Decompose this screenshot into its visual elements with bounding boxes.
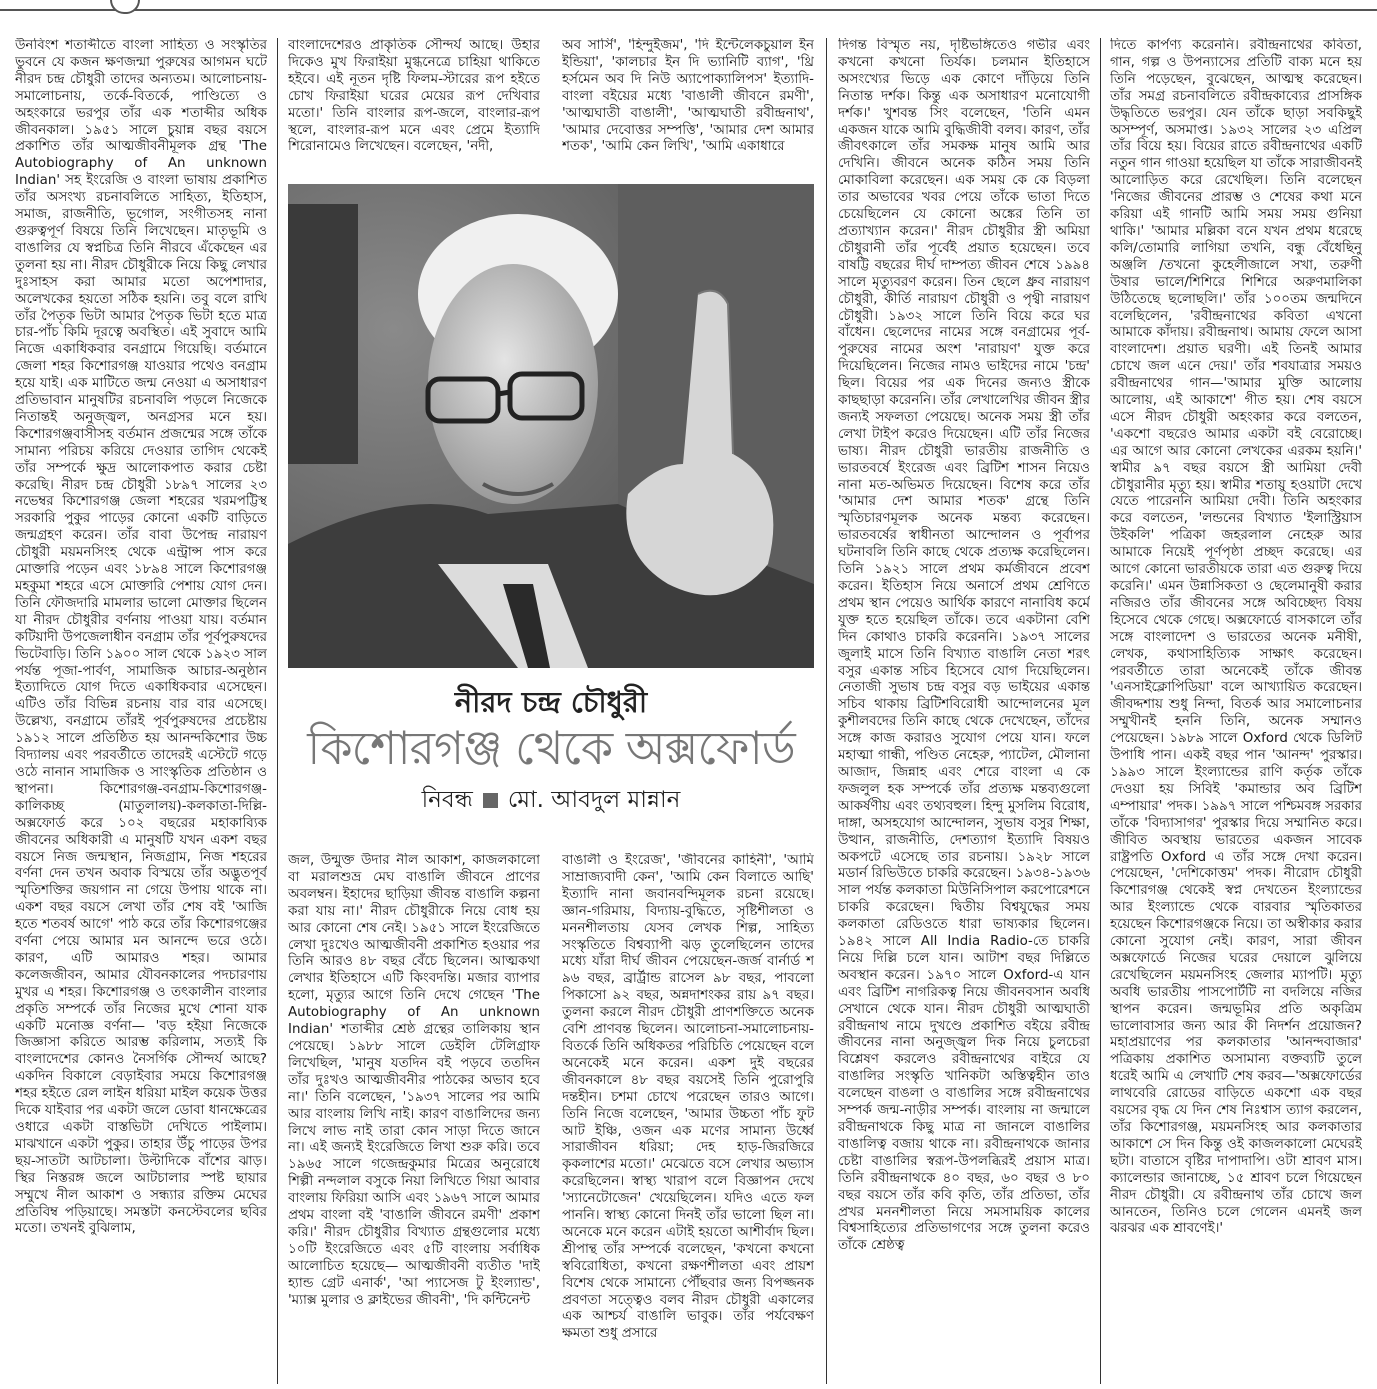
headline-title: কিশোরগঞ্জ থেকে অক্সফোর্ড [307, 721, 795, 775]
column-divider [1100, 38, 1101, 1384]
top-rule [0, 9, 1377, 11]
article-headline [288, 684, 814, 818]
byline-section: নিবন্ধ [421, 787, 473, 813]
article-column-3-top: অব সার্সি', 'হিন্দুইজম', 'দি ইন্টেলেকচুয়াল ইন ইন্ডিয়া', 'কালচার ইন দি ভ্যানিটি ব্যাগ', 'থ্রি হর্সমেন অব দি নিউ অ্যাপোক্যালিপস' ইত্যাদি-বাংলা বইয়ের মধ্যে 'বাঙালী জীবনে রমণী', 'আত্মঘাতী বাঙালী', 'আত্মঘাতী রবীন্দ্রনাথ', 'আমার দেবোত্তর সম্পত্তি', 'আমার দেশ আমার শতক', 'আমি কেন লিখি', 'আমি একাধারে [562, 38, 814, 155]
article-column-4: দিগন্ত বিস্মৃত নয়, দৃষ্টিভঙ্গিতেও গভীর এবং কখনো কখনো তির্যক। চলমান ইতিহাসে অসংখ্যের ভিড়ে এক কোণে দাঁড়িয়ে তিনি নিতান্ত দর্শক। কিন্তু এক অসাধারণ মনোযোগী দর্শক।' খুশবন্ত সিং বলেছেন, 'তিনি এমন একজন যাকে আমি বুদ্ধিজীবী বলব। কারণ, তাঁর জীবৎকালে তাঁর সমকক্ষ মানুষ আমি আর দেখিনি। জীবনে অনেক কঠিন সময় তিনি মোকাবিলা করেছেন। এক সময় কে কে বিড়লা তার অভাবের খবর পেয়ে তাঁকে ভাতা দিতে চেয়েছিলেন যে কোনো অঙ্কের তিনি তা প্রত্যাখ্যান করেন।' নীরদ চৌধুরীর স্ত্রী অমিয়া চৌধুরানী তাঁর পূর্বেই প্রয়াত হয়েছেন। তবে বাষট্টি বছরের দীর্ঘ দাম্পত্য জীবন শেষে ১৯৯৪ সালে মৃত্যুবরণ করেন। তিন ছেলে ধ্রুব নারায়ণ চৌধুরী, কীর্তি নারায়ণ চৌধুরী ও পৃথ্বী নারায়ণ চৌধুরী। ১৯৩২ সালে তিনি বিয়ে করে ঘর বাঁধেন। ছেলেদের নামের সঙ্গে বনগ্রামের পূর্ব-পুরুষের নামের অংশ 'নারায়ণ' যুক্ত করে দিয়েছিলেন। নিজের নামও ভাইদের নামে 'চন্দ্র' ছিল। বিয়ের পর এক দিনের জন্যও স্ত্রীকে কাছছাড়া করেননি। তাঁর লেখালেখির জীবন স্ত্রীর জন্যই সফলতা পেয়েছে। অনেক সময় স্ত্রী তাঁর লেখা টাইপ করেও দিয়েছেন। এটি তাঁর নিজের ভাষ্য। নীরদ চৌধুরী ভারতীয় রাজনীতি ও ভারতবর্ষে ইংরেজ এবং ব্রিটিশ শাসন নিয়েও নানা মত-অভিমত দিয়েছেন। বিশেষ করে তাঁর 'আমার দেশ আমার শতক' গ্রন্থে তিনি স্মৃতিচারণমূলক অনেক মন্তব্য করেছেন। ভারতবর্ষের স্বাধীনতা আন্দোলন ও পূর্বাপর ঘটনাবলি তিনি কাছে থেকে প্রত্যক্ষ করেছিলেন। তিনি ১৯২১ সালে প্রথম কর্মজীবনে প্রবেশ করেন। ইতিহাস নিয়ে অনার্সে প্রথম শ্রেণিতে প্রথম স্থান পেয়েও আর্থিক কারণে নানাবিধ কর্মে যুক্ত হতে হয়েছিল তাঁকে। তবে একটানা বেশি দিন কোথাও চাকরি করেননি। ১৯৩৭ সালের জুলাই মাসে তিনি বিখ্যাত বাঙালি নেতা শরৎ বসুর একান্ত সচিব হিসেবে যোগ দিয়েছিলেন। নেতাজী সুভাষ চন্দ্র বসুর বড় ভাইয়ের একান্ত সচিব থাকায় ব্রিটিশবিরোধী আন্দোলনের মূল কুশীলবদের তিনি কাছে থেকে দেখেছেন, তাঁদের সঙ্গে কাজ করারও সুযোগ পেয়ে যান। ফলে মহাত্মা গান্ধী, পণ্ডিত নেহেরু, প্যাটেল, মৌলানা আজাদ, জিন্নাহ এবং শেরে বাংলা এ কে ফজলুল হক সম্পর্কে তাঁর প্রত্যক্ষ মন্তব্যগুলো আকর্ষণীয় এবং তথ্যবহুল। হিন্দু মুসলিম বিরোধ, দাঙ্গা, অসহযোগ আন্দোলন, সুভাষ বসুর শিক্ষা, উত্থান, রাজনীতি, দেশত্যাগ ইত্যাদি বিষয়ও অকপটে এসেছে তার রচনায়। ১৯২৮ সালে মডার্ন রিভিউতে চাকরি করেছেন। ১৯৩৪-১৯৩৬ সাল পর্যন্ত কলকাতা মিউনিসিপাল করপোরেশনে চাকরি করেছেন। দ্বিতীয় বিশ্বযুদ্ধের সময় কলকাতা রেডিওতে ধারা ভাষ্যকার ছিলেন। ১৯৪২ সালে All India Radio-তে চাকরি নিয়ে দিল্লি চলে যান। আটাশ বছর দিল্লিতে অবস্থান করেন। ১৯৭০ সালে Oxford-এ যান এবং ব্রিটিশ নাগরিকত্ব নিয়ে জীবনবসান অবধি সেখানে থেকে যান। নীরদ চৌধুরী আত্মঘাতী রবীন্দ্রনাথ নামে দুখণ্ডে প্রকাশিত বইয়ে রবীন্দ্র জীবনের নানা অনুজ্জ্বল দিক নিয়ে চুলচেরা বিশ্লেষণ করলেও রবীন্দ্রনাথের বাইরে যে বাঙালির সংস্কৃতি খানিকটা অস্তিত্বহীন তাও বলেছেন বাঙলা ও বাঙালির সঙ্গে রবীন্দ্রনাথের সম্পর্ক জন্ম-নাড়ীর সম্পর্ক। বাংলায় না জন্মালে রবীন্দ্রনাথকে কিছু মাত্র না জানলে বাঙালির বাঙালিত্ব বজায় থাকে না। রবীন্দ্রনাথকে জানার চেষ্টা বাঙালির স্বরূপ-উপলব্ধিরই প্রয়াস মাত্র। তিনি রবীন্দ্রনাথকে ৪০ বছর, ৬০ বছর ও ৮০ বছর বয়সে তাঁর কবি কৃতি, তাঁর প্রতিভা, তাঁর প্রখর মননশীলতা নিয়ে সমসাময়িক কালের বিশ্বসাহিত্যের প্রতিভাগণের সঙ্গে তুলনা করেও তাঁকে শ্রেষ্ঠত্ব [838, 38, 1090, 1254]
column-divider [277, 38, 278, 1384]
headline-subject-name: নীরদ চন্দ্র চৌধুরী [454, 685, 648, 719]
byline-author: মো. আবদুল মান্নান [507, 787, 681, 813]
square-bullet-icon [483, 793, 498, 808]
portrait-photo-image [288, 184, 814, 668]
portrait-photo [288, 184, 814, 668]
article-column-2-top: বাংলাদেশেরও প্রাকৃতিক সৌন্দর্য আছে। উহার দিকেও মুখ ফিরাইয়া মুগ্ধনেত্রে চাহিয়া থাকিতে হইবে। এই নূতন দৃষ্টি ফিলম-স্টারের রূপ হইতে চোখ ফিরাইয়া ঘরের মেয়ের রূপ দেখিবার মতো।' তিনি বাংলার রূপ-জলে, বাংলার-রূপ স্থলে, বাংলার-রূপ মনে এবং প্রেমে ইত্যাদি শিরোনামেও লিখেছেন। বলেছেন, 'নদী, [288, 38, 540, 155]
article-column-1: উনবিংশ শতাব্দীতে বাংলা সাহিত্য ও সংস্কৃতির ভুবনে যে কজন ক্ষণজন্মা পুরুষের আগমন ঘটে নীরদ চন্দ্র চৌধুরী তাদের অন্যতম। আলোচনায়-সমালোচনায়, তর্কে-বিতর্কে, পাণ্ডিত্যে ও অহংকারে ভরপুর তাঁর এক শতাব্দীর অধিক জীবনকাল। ১৯৫১ সালে চুয়ান্ন বছর বয়সে প্রকাশিত তাঁর আত্মজীবনীমূলক গ্রন্থ 'The Autobiography of An unknown Indian' সহ ইংরেজি ও বাংলা ভাষায় প্রকাশিত তাঁর অসংখ্য রচনাবলিতে সাহিত্য, ইতিহাস, সমাজ, রাজনীতি, ভূগোল, সংগীতসহ নানা গুরুত্বপূর্ণ বিষয়ে তিনি লিখেছেন। মাতৃভূমি ও বাঙালির যে স্বপ্নচিত্র তিনি নীরবে এঁকেছেন এর তুলনা হয় না। নীরদ চৌধুরীকে নিয়ে কিছু লেখার দুঃসাহস করা আমার মতো অপেশাদার, অলেখকের হয়তো সঠিক হয়নি। তবু বলে রাখি তাঁর পৈতৃক ভিটা আমার পৈতৃক ভিটা হতে মাত্র চার-পাঁচ কিমি দূরত্বে অবস্থিত। এই সুবাদে আমি নিজে একাধিকবার বনগ্রামে গিয়েছি। বর্তমানে জেলা শহর কিশোরগঞ্জ যাওয়ার পথেও বনগ্রাম হয়ে যাই। এক মাটিতে জন্ম নেওয়া এ অসাধারণ প্রতিভাবান মানুষটির রচনাবলি পড়লে নিজেকে নিতান্তই অনুজ্জ্বল, অনগ্রসর মনে হয়। কিশোরগঞ্জবাসীসহ বর্তমান প্রজন্মের সঙ্গে তাঁকে সামান্য পরিচয় করিয়ে দেওয়ার তাগিদ থেকেই তাঁর সম্পর্কে ক্ষুদ্র আলোকপাত করার চেষ্টা করেছি। নীরদ চন্দ্র চৌধুরী ১৮৯৭ সালের ২৩ নভেম্বর কিশোরগঞ্জ জেলা শহরের খরমপট্টিস্থ সরকারি পুকুর পাড়ের কোনো একটি বাড়িতে জন্মগ্রহণ করেন। তাঁর বাবা উপেন্দ্র নারায়ণ চৌধুরী ময়মনসিংহ থেকে এন্ট্রান্স পাস করে মোক্তারি পড়েন এবং ১৮৯৪ সালে কিশোরগঞ্জ মহকুমা শহরে এসে মোক্তারি পেশায় যোগ দেন। তিনি ফৌজদারি মামলার ভালো মোক্তার ছিলেন যা নীরদ চৌধুরীর বর্ণনায় পাওয়া যায়। বর্তমান কটিয়াদী উপজেলাধীন বনগ্রাম তাঁর পূর্বপুরুষদের ভিটেবাড়ি। তিনি ১৯০০ সাল থেকে ১৯২৩ সাল পর্যন্ত পূজা-পার্বণ, সামাজিক আচার-অনুষ্ঠান ইত্যাদিতে যোগ দিতে একাধিকবার এসেছেন। এটিও তাঁর বিভিন্ন রচনায় বার বার এসেছে। উল্লেখ্য, বনগ্রামে তাঁরই পূর্বপুরুষদের প্রচেষ্টায় ১৯১২ সালে প্রতিষ্ঠিত হয় আনন্দকিশোর উচ্চ বিদ্যালয় এবং পরবর্তীতে তাদেরই এস্টেটে গড়ে ওঠে নানান সামাজিক ও সাংস্কৃতিক প্রতিষ্ঠান ও স্থাপনা। কিশোরগঞ্জ-বনগ্রাম-কিশোরগঞ্জ-কালিকচ্ছ (মাতুলালয়)-কলকাতা-দিল্লি-অক্সফোর্ড করে ১০২ বছরের মহাকাব্যিক জীবনের অধিকারী এ মানুষটি যখন একশ বছর বয়সে নিজ জন্মস্থান, নিজগ্রাম, নিজ শহরের বর্ণনা দেন তখন অবাক বিস্ময়ে তাঁর অদ্ভুতপূর্ব স্মৃতিশক্তির জয়গান না গেয়ে উপায় থাকে না। একশ বছর বয়সে লেখা তাঁর শেষ বই 'আজি হতে শতবর্ষ আগে' পাঠ করে তাঁর কিশোরগঞ্জের বর্ণনা পেয়ে আমার মন আনন্দে ভরে ওঠে। কারণ, এটি আমারও শহর। আমার কলেজজীবন, আমার যৌবনকালের পদচারণায় মুখর এ শহর। কিশোরগঞ্জ ও তৎকালীন বাংলার প্রকৃতি সম্পর্কে তাঁর নিজের মুখে শোনা যাক একটি মনোজ্ঞ বর্ণনা— 'বড় হইয়া নিজেকে জিজ্ঞাসা করিতে আরম্ভ করিলাম, সত্যই কি বাংলাদেশের কোনও নৈসর্গিক সৌন্দর্য আছে? একদিন বিকালে বেড়াইবার সময়ে কিশোরগঞ্জ শহর হইতে রেল লাইন ধরিয়া মাইল কয়েক উত্তর দিকে যাইবার পর একটা জলে ডোবা ধানক্ষেত্রের ওধারে একটা বাস্তভিটা দেখিতে পাইলাম। মাঝখানে একটা পুকুর। তাহার উঁচু পাড়ের উপর ছয়-সাতটা আটচালা। উল্টাদিকে বাঁশের ঝাড়। স্থির নিস্তরঙ্গ জলে আটচালার স্পষ্ট ছায়ার সম্মুখে নীল আকাশ ও সন্ধ্যার রক্তিম মেঘের প্রতিবিম্ব পড়িয়াছে। সমস্তটা কনস্টেবলের ছবির মতো। তখনই বুঝিলাম, [15, 38, 267, 1237]
article-column-3-bottom: বাঙালী ও ইংরেজ', 'জীবনের কাহিনী', 'আমি সাম্রাজ্যবাদী কেন', 'আমি কেন বিলাতে আছি' ইত্যাদি নানা জবানবন্দিমূলক রচনা রয়েছে। জ্ঞান-গরিমায়, বিদ্যায়-বুদ্ধিতে, সৃষ্টিশীলতা ও মননশীলতায় যেসব লেখক শিল্প, সাহিত্য সংস্কৃতিতে বিশ্বব্যাপী ঝড় তুলেছিলেন তাদের মধ্যে যাঁরা দীর্ঘ জীবন পেয়েছেন-জর্জ বার্নার্ড শ ৯৬ বছর, ব্রার্ট্রান্ড রাসেল ৯৮ বছর, পাবলো পিকাসো ৯২ বছর, অন্নদাশংকর রায় ৯৭ বছর। তুলনা করলে নীরদ চৌধুরী প্রাণশক্তিতে অনেক বেশি প্রাণবন্ত ছিলেন। আলোচনা-সমালোচনায়-বিতর্কে তিনি অধিকতর পরিচিতি পেয়েছেন বলে অনেকেই মনে করেন। একশ দুই বছরের জীবনকালে ৪৮ বছর বয়সেই তিনি পুরোপুরি দন্তহীন। চশমা চোখে পরেছেন তারও আগে। তিনি নিজে বলেছেন, 'আমার উচ্চতা পাঁচ ফুট আট ইঞ্চি, ওজন এক মণের সামান্য উর্ধ্বে সারাজীবন ধরিয়া; দেহ হাড়-জিরজিরে কৃকলাশের মতো।' মেঝেতে বসে লেখার অভ্যাস করেছিলেন। স্বাস্থ্য খারাপ বলে বিজ্ঞাপন দেখে 'স্যানেটোজেন' খেয়েছিলেন। যদিও এতে ফল পাননি। স্বাস্থ্য কোনো দিনই তাঁর ভালো ছিল না। অনেকে মনে করেন এটাই হয়তো আশীর্বাদ ছিল। শ্রীপান্থ তাঁর সম্পর্কে বলেছেন, 'কখনো কখনো স্ববিরোধিতা, কখনো রক্ষণশীলতা এবং প্রায়শ বিশেষ থেকে সামান্যে পৌঁছবার জন্য বিপজ্জনক প্রবণতা সত্ত্বেও বলব নীরদ চৌধুরী একালের এক আশ্চর্য বাঙালি ভাবুক। তাঁর পর্যবেক্ষণ ক্ষমতা শুধু প্রসারে [562, 853, 814, 1342]
byline [288, 782, 814, 818]
top-rule-notch [110, 0, 140, 14]
article-column-2-bottom: জল, উন্মুক্ত উদার নীল আকাশ, কাজলকালো বা মরালশুভ্র মেঘ বাঙালি জীবনে প্রাণের অবলম্বন। ইহাদের ছাড়িয়া জীবন্ত বাঙালি কল্পনা করা যায় না।' নীরদ চৌধুরীকে নিয়ে বোধ হয় আর কোনো শেষ নেই। ১৯৫১ সালে ইংরেজিতে লেখা দুঃখেও আত্মজীবনী প্রকাশিত হওয়ার পর তিনি আরও ৪৮ বছর বেঁচে ছিলেন। আত্মকথা লেখার ইতিহাসে এটি কিংবদন্তি। মজার ব্যাপার হলো, মৃত্যুর আগে তিনি দেখে গেছেন 'The Autobiography of An unknown Indian' শতাব্দীর শ্রেষ্ঠ গ্রন্থের তালিকায় স্থান পেয়েছে। ১৯৮৮ সালে ডেইলি টেলিগ্রাফ লিখেছিল, 'মানুষ যতদিন বই পড়বে ততদিন তাঁর দুঃখও আত্মজীবনীর পাঠকের অভাব হবে না।' তিনি বলেছেন, '১৯৩৭ সালের পর আমি আর বাংলায় লিখি নাই। কারণ বাঙালিদের জন্য লিখে লাভ নাই তারা কোন সাড়া দিতে জানে না। এই জন্যই ইংরেজিতে লিখা শুরু করি। তবে ১৯৬৫ সালে গজেন্দ্রকুমার মিত্রের অনুরোধে শিল্পী নন্দলাল বসুকে নিয়া লিখিতে গিয়া আবার বাংলায় ফিরিয়া আসি এবং ১৯৬৭ সালে আমার প্রথম বাংলা বই 'বাঙালি জীবনে রমণী' প্রকাশ করি।' নীরদ চৌধুরীর বিখ্যাত গ্রন্থগুলোর মধ্যে ১০টি ইংরেজিতে এবং ৫টি বাংলায় সর্বাধিক আলোচিত হয়েছে— আত্মজীবনী ব্যতীত 'দাই হ্যান্ড গ্রেট এনার্ক', 'আ প্যাসেজ টু ইংল্যান্ড', 'ম্যাক্স মুলার ও ক্লাইভের জীবনী', 'দি কন্টিনেন্ট [288, 853, 540, 1308]
column-divider [826, 38, 827, 1384]
article-column-5: দিতে কার্পণ্য করেননি। রবীন্দ্রনাথের কবিতা, গান, গল্প ও উপন্যাসের প্রতিটি বাক্য মনে হয় তিনি পড়েছেন, বুঝেছেন, আত্মস্থ করেছেন। তাঁর সমগ্র রচনাবলিতে রবীন্দ্রকাব্যের প্রাসঙ্গিক উদ্ধৃতিতে ভরপুর। যেন তাঁকে ছাড়া সবকিছুই অসম্পূর্ণ, অসমাপ্ত। ১৯৩২ সালের ২৩ এপ্রিল তাঁর বিয়ে হয়। বিয়ের রাতে রবীন্দ্রনাথের একটি নতুন গান গাওয়া হয়েছিল যা তাঁকে সারাজীবনই আলোড়িত করে রেখেছিল। তিনি বলেছেন 'নিজের জীবনের প্রারম্ভ ও শেষের কথা মনে করিয়া এই গানটি আমি সময় সময় গুনিয়া থাকি।' 'আমার মল্লিকা বনে যখন প্রথম ধরেছে কলি/তোমারি লাগিয়া তখনি, বন্ধু বেঁধেছিনু অঞ্জলি /তখনো কুহেলীজালে সখা, তরুণী উষার ভালে/শিশিরে শিশিরে অরুণমালিকা উঠিতেছে ছলোছলি।' তাঁর ১০০তম জন্মদিনে বলেছিলেন, 'রবীন্দ্রনাথের কবিতা এখনো আমাকে কাঁদায়। রবীন্দ্রনাথ। আমায় ফেলে আসা বাংলাদেশ। প্রয়াত ঘরণী। এই তিনই আমার চোখে জল এনে দেয়।' তাঁর শবযাত্রার সময়ও রবীন্দ্রনাথের গান—'আমার মুক্তি আলোয় আলোয়, এই আকাশে' গীত হয়। শেষ বয়সে এসে নীরদ চৌধুরী অহংকার করে বলতেন, 'একশো বছরেও আমার একটা বই বেরোচ্ছে। এর আগে আর কোনো লেখকের এরকম হয়নি।' স্বামীর ৯৭ বছর বয়সে স্ত্রী আমিয়া দেবী চৌধুরানীর মৃত্যু হয়। স্বামীর শতায়ু হওয়াটা দেখে যেতে পারেননি আমিয়া দেবী। তিনি অহংকার করে বলতেন, 'লন্ডনের বিখ্যাত 'ইলাস্ট্রিয়াস উইকলি' পত্রিকা জহরলাল নেহেরু আর আমাকে নিয়েই পূর্ণপৃষ্ঠা প্রচ্ছদ করেছে। এর আগে কোনো ভারতীয়কে তারা এত গুরুত্ব দিয়ে করেনি।' এমন উন্নাসিকতা ও ছেলেমানুষী করার নজিরও তাঁর জীবনের সঙ্গে অবিচ্ছেদ্য বিষয় হিসেবে থেকে গেছে। অক্সফোর্ডে বাসকালে তাঁর সঙ্গে বাংলাদেশ ও ভারতের অনেক মনীষী, লেখক, কথাসাহিত্যিক সাক্ষাৎ করেছেন। পরবর্তীতে তারা অনেকেই তাঁকে জীবন্ত 'এনসাইক্লোপিডিয়া' বলে আখ্যায়িত করেছেন। জীবদ্দশায় শুধু নিন্দা, বিতর্ক আর সমালোচনার সম্মুখীনই হননি তিনি, অনেক সম্মানও পেয়েছেন। ১৯৮৯ সালে Oxford থেকে ডিলিট উপাধি পান। একই বছর পান 'আনন্দ' পুরস্কার। ১৯৯৩ সালে ইংল্যান্ডের রাণি কর্তৃক তাঁকে দেওয়া হয় সিবিই 'কমান্ডার অব ব্রিটিশ এম্পায়ার' পদক। ১৯৯৭ সালে পশ্চিমবঙ্গ সরকার তাঁকে 'বিদ্যাসাগর' পুরস্কার দিয়ে সম্মানিত করে। জীবিত অবস্থায় ভারতের একজন সাবেক রাষ্ট্রপতি Oxford এ তাঁর সঙ্গে দেখা করেন। পেয়েছেন, 'দেশিকোত্তম' পদক। নীরোদ চৌধুরী কিশোরগঞ্জ থেকেই স্বপ্ন দেখতেন ইংল্যান্ডের আর ইংল্যান্ডে থেকে বারবার স্মৃতিকাতর হয়েছেন কিশোরগঞ্জকে নিয়ে। তা অস্বীকার করার কোনো সুযোগ নেই। কারণ, সারা জীবন অক্সফোর্ডে নিজের ঘরের দেয়ালে ঝুলিয়ে রেখেছিলেন ময়মনসিংহ জেলার ম্যাপটি। মৃত্যু অবধি ভারতীয় পাসপোর্টটি না বদলিয়ে নজির স্থাপন করেন। জন্মভূমির প্রতি অকৃত্রিম ভালোবাসার জন্য আর কী নিদর্শন প্রয়োজন? মহাপ্রয়াণের পর কলকাতার 'আনন্দবাজার' পত্রিকায় প্রকাশিত অসামান্য বক্তব্যটি তুলে ধরেই আমি এ লেখাটি শেষ করব—'অক্সফোর্ডের লাথবেরি রোডের বাড়িতে একশো এক বছর বয়সের বৃদ্ধ যে দিন শেষ নিঃশ্বাস ত্যাগ করলেন, তাঁর কিশোরগঞ্জ, ময়মনসিংহ আর কলকাতার আকাশে সে দিন কিন্তু ওই কাজলকালো মেঘেরই ছটা। বাতাসে বৃষ্টির দাপাদাপি। ওটা শ্রাবণ মাস। ক্যালেন্ডার জানাচ্ছে, ১৫ শ্রাবণ চলে গিয়েছেন নীরদ চৌধুরী। যে রবীন্দ্রনাথ তাঁর চোখে জল আনতেন, তিনিও চলে গেলেন এমনই জল ঝরঝর এক শ্রাবণেই।' [1110, 38, 1362, 1237]
